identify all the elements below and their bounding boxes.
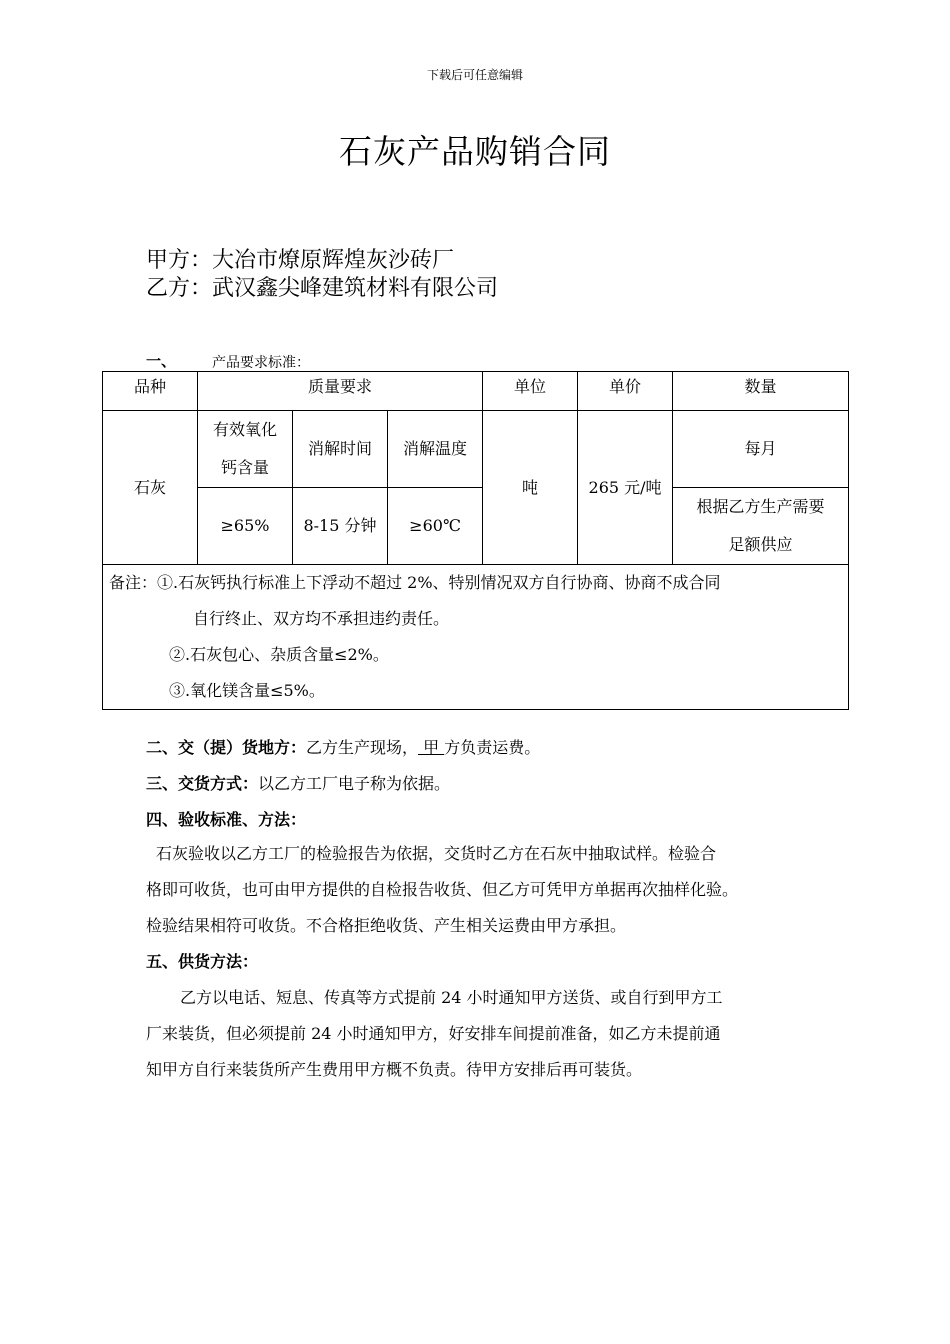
note-line-2: 自行终止、双方均不承担违约责任。 [193, 609, 450, 628]
table-header-row [103, 372, 849, 411]
party-b: 乙方：武汉鑫尖峰建筑材料有限公司 [146, 276, 499, 301]
section1-title: 产品要求标准： [212, 355, 310, 371]
subheader-cao-line1: 有效氧化 [212, 420, 277, 439]
note-line-4: ③.氧化镁含量≤5%。 [169, 681, 325, 700]
section3-text: 以乙方工厂电子称为依据。 [258, 774, 451, 793]
section3-label: 三、交货方式： [146, 774, 259, 793]
quantity-bottom-line1: 根据乙方生产需要 [696, 497, 825, 516]
note-line-3: ②.石灰包心、杂质含量≤2%。 [169, 645, 389, 664]
header-quality: 质量要求 [198, 372, 483, 411]
cell-cao-value: ≥65% [198, 488, 293, 565]
quantity-bottom-line2: 足额供应 [728, 535, 793, 554]
section2-label: 二、交（提）货地方： [146, 738, 307, 757]
cell-quantity-bottom [673, 488, 849, 565]
header-product: 品种 [103, 372, 198, 411]
section5-line-1: 乙方以电话、短息、传真等方式提前 24 小时通知甲方送货、或自行到甲方工 [180, 988, 723, 1007]
section2-text-before: 乙方生产现场， [306, 738, 419, 757]
header-unit: 单位 [483, 372, 578, 411]
section2-text-after: 方负责运费。 [444, 738, 541, 757]
header-price: 单价 [578, 372, 673, 411]
table-row [103, 411, 849, 488]
section5-line-2: 厂来装货，但必须提前 24 小时通知甲方，好安排车间提前准备，如乙方未提前通 [146, 1024, 721, 1043]
header-quantity: 数量 [673, 372, 849, 411]
table-notes [103, 565, 849, 710]
section4-label: 四、验收标准、方法： [146, 810, 307, 829]
subheader-slaking-time: 消解时间 [293, 411, 388, 488]
section3 [146, 771, 450, 794]
table-notes-row [103, 565, 849, 710]
section2-underlined: 甲 [418, 738, 445, 757]
cell-unit: 吨 [483, 411, 578, 565]
section4-line-3: 检验结果相符可收货。不合格拒绝收货、产生相关运费由甲方承担。 [146, 916, 627, 935]
cell-price: 265 元/吨 [578, 411, 673, 565]
cell-quantity-top: 每月 [673, 411, 849, 488]
product-spec-table [102, 371, 849, 710]
subheader-slaking-temp: 消解温度 [388, 411, 483, 488]
document-title: 石灰产品购销合同 [339, 132, 611, 171]
section4-line-1: 石灰验收以乙方工厂的检验报告为依据，交货时乙方在石灰中抽取试样。检验合 [156, 844, 717, 863]
note-line-1: 备注：①.石灰钙执行标准上下浮动不超过 2%、特别情况双方自行协商、协商不成合同 [109, 573, 721, 592]
section2 [146, 735, 540, 758]
cell-time-value: 8-15 分钟 [293, 488, 388, 565]
section1-number: 一、 [146, 352, 177, 370]
section5-line-3: 知甲方自行来装货所产生费用甲方概不负责。待甲方安排后再可装货。 [146, 1060, 643, 1079]
cell-temp-value: ≥60℃ [388, 488, 483, 565]
subheader-cao [198, 411, 293, 488]
section5-label: 五、供货方法： [146, 952, 259, 971]
subheader-cao-line2: 钙含量 [220, 458, 269, 477]
header-note: 下载后可任意编辑 [426, 68, 523, 82]
section4-line-2: 格即可收货，也可由甲方提供的自检报告收货、但乙方可凭甲方单据再次抽样化验。 [146, 880, 739, 899]
cell-product: 石灰 [103, 411, 198, 565]
table-row [103, 488, 849, 565]
party-a: 甲方：大冶市燎原辉煌灰沙砖厂 [146, 248, 455, 273]
